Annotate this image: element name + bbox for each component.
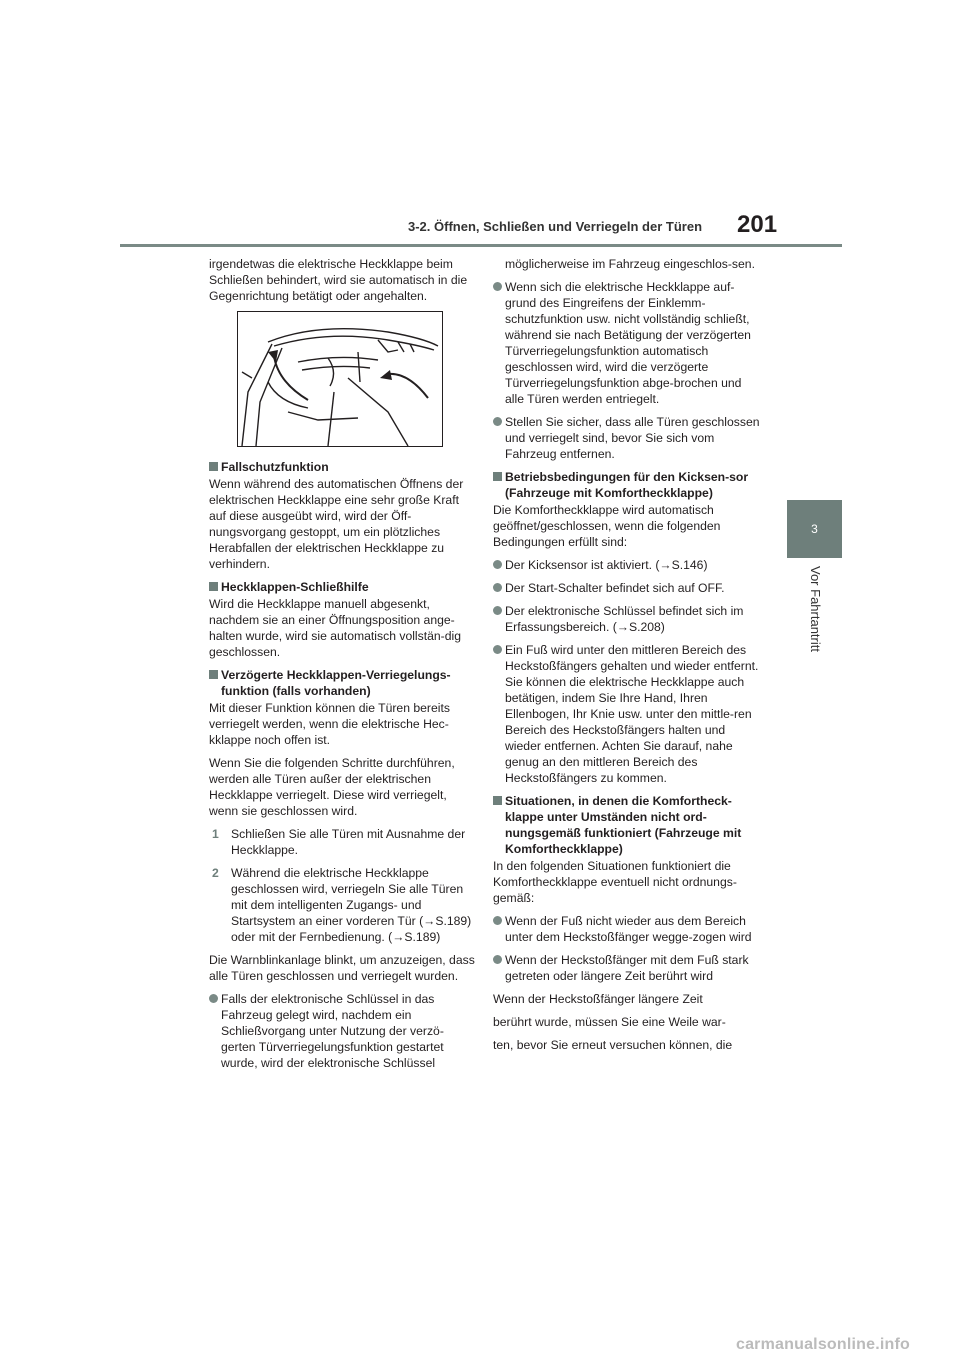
bullet-item: Der Kicksensor ist aktiviert. (→S.146): [493, 557, 761, 573]
bullet-item: Falls der elektronische Schlüssel in das Fahrzeug gelegt wird, nachdem ein Schließvorgang unter Nutzung der verzö-gerten Türverriegelungsfunktion gestartet wurde, wird der elektronische Schlüssel: [209, 991, 475, 1071]
step-item: [209, 865, 475, 945]
footer: [0, 1334, 960, 1358]
intro-paragraph: irgendetwas die elektrische Heckklappe beim Schließen behindert, wird sie automatisch in die Gegenrichtung betätigt oder angehalten.: [209, 257, 468, 303]
tailgate-drawing: [238, 312, 442, 446]
bullet-item: Wenn der Heckstoßfänger mit dem Fuß stark getreten oder längere Zeit berührt wird: [493, 952, 761, 984]
step-number: 1: [212, 827, 219, 841]
tailgate-illustration: [237, 311, 443, 447]
left-column: [209, 256, 475, 1078]
kicksensor-text: Die Komfortheckklappe wird automatisch geöffnet/geschlossen, wenn die folgenden Bedingungen erfüllt sind:: [493, 503, 721, 549]
step-number: 2: [212, 866, 219, 880]
situationen-heading: Situationen, in denen die Komfortheck-klappe unter Umständen nicht ord-nungsgemäß funktioniert (Fahrzeuge mit Komfortheckklappe): [493, 793, 761, 857]
bullet-item: Der Start-Schalter befindet sich auf OFF.: [493, 580, 761, 596]
chapter-title-vertical: [805, 566, 825, 676]
bullet-item: [493, 642, 761, 786]
fallschutz-heading: Fallschutzfunktion: [209, 459, 475, 475]
header-rule: [120, 244, 842, 247]
tail-line-1: Wenn der Heckstoßfänger längere Zeit: [493, 992, 703, 1006]
tail-line-3: ten, bevor Sie erneut versuchen können, die: [493, 1038, 733, 1052]
step-text: Während die elektrische Heckklappe geschlossen wird, verriegeln Sie alle Türen mit dem intelligenten Zugangs- und Startsystem an einer vorderen Tür (→S.189) oder mit der Fernbedienung. (→S.189): [231, 866, 472, 944]
bullet-text-more: Sie können die elektrische Heckklappe auch betätigen, indem Sie Ihre Hand, Ihren Ellenbogen, Ihr Knie usw. unter den mittle-ren Bereich des Heckstoßfängers halten und wieder entfernen. Achten Sie darauf, nahe genug an den mittleren Bereich des Heckstoßfängers zu kommen.: [505, 675, 752, 785]
chapter-title: Vor Fahrtantritt: [808, 566, 823, 652]
chapter-tab: [787, 500, 842, 558]
right-column: [493, 256, 761, 1060]
watermark-link[interactable]: carmanualsonline.info: [735, 1336, 910, 1353]
verzoegert-heading: Verzögerte Heckklappen-Verriegelungs-funktion (falls vorhanden): [209, 667, 475, 699]
bullet-item: Stellen Sie sicher, dass alle Türen geschlossen und verriegelt sind, bevor Sie sich vom Fahrzeug entfernen.: [493, 414, 761, 462]
step-item: [209, 826, 475, 858]
situationen-text: In den folgenden Situationen funktioniert die Komfortheckklappe eventuell nicht ordnungs-gemäß:: [493, 859, 737, 905]
schliesshilfe-heading: Heckklappen-Schließhilfe: [209, 579, 475, 595]
bullet-item: Wenn sich die elektrische Heckklappe auf-grund des Eingreifens der Einklemm-schutzfunktion usw. nicht vollständig schließt, während sie nach Betätigung der verzögerten Türverriegelungsfunktion automatisch geschlossen wird, wird die verzögerte Türverriegelungsfunktion abge-brochen und alle Türen werden entriegelt.: [493, 279, 761, 407]
kicksensor-heading: Betriebsbedingungen für den Kicksen-sor (Fahrzeuge mit Komfortheckklappe): [493, 469, 761, 501]
warnblink-text: Die Warnblinkanlage blinkt, um anzuzeigen, dass alle Türen geschlossen und verriegelt wurden.: [209, 953, 475, 983]
schliesshilfe-text: Wird die Heckklappe manuell abgesenkt, nachdem sie an einer Öffnungsposition ange-halten wurde, wird sie automatisch vollstän-dig geschlossen.: [209, 597, 461, 659]
chapter-number: 3: [811, 522, 818, 536]
tail-line-2: berührt wurde, müssen Sie eine Weile war-: [493, 1015, 726, 1029]
fallschutz-text: Wenn während des automatischen Öffnens der elektrischen Heckklappe eine sehr große Kraft auf diese ausgeübt wird, wird der Öff-nungsvorgang gestoppt, um ein plötzliches Herabfallen der elektrischen Heckklappe zu verhindern.: [209, 477, 464, 571]
verzoegert-text-2: Wenn Sie die folgenden Schritte durchführen, werden alle Türen außer der elektrischen Heckklappe verriegelt. Diese wird verriegelt, wenn sie geschlossen wird.: [209, 756, 455, 818]
verzoegert-text-1: Mit dieser Funktion können die Türen bereits verriegelt werden, wenn die elektrische Hec-kklappe noch offen ist.: [209, 701, 450, 747]
page-number: 201: [737, 211, 778, 238]
bullet-item: Der elektronische Schlüssel befindet sich im Erfassungsbereich. (→S.208): [493, 603, 761, 635]
bullet-item: Wenn der Fuß nicht wieder aus dem Bereich unter dem Heckstoßfänger wegge-zogen wird: [493, 913, 761, 945]
bullet-text: Ein Fuß wird unter den mittleren Bereich des Heckstoßfängers gehalten und wieder entfernt.: [505, 643, 759, 673]
step-text: Schließen Sie alle Türen mit Ausnahme der Heckklappe.: [231, 827, 466, 857]
bullet-continuation: möglicherweise im Fahrzeug eingeschlos-sen.: [505, 257, 755, 271]
section-title: 3-2. Öffnen, Schließen und Verriegeln der Türen: [408, 219, 703, 234]
